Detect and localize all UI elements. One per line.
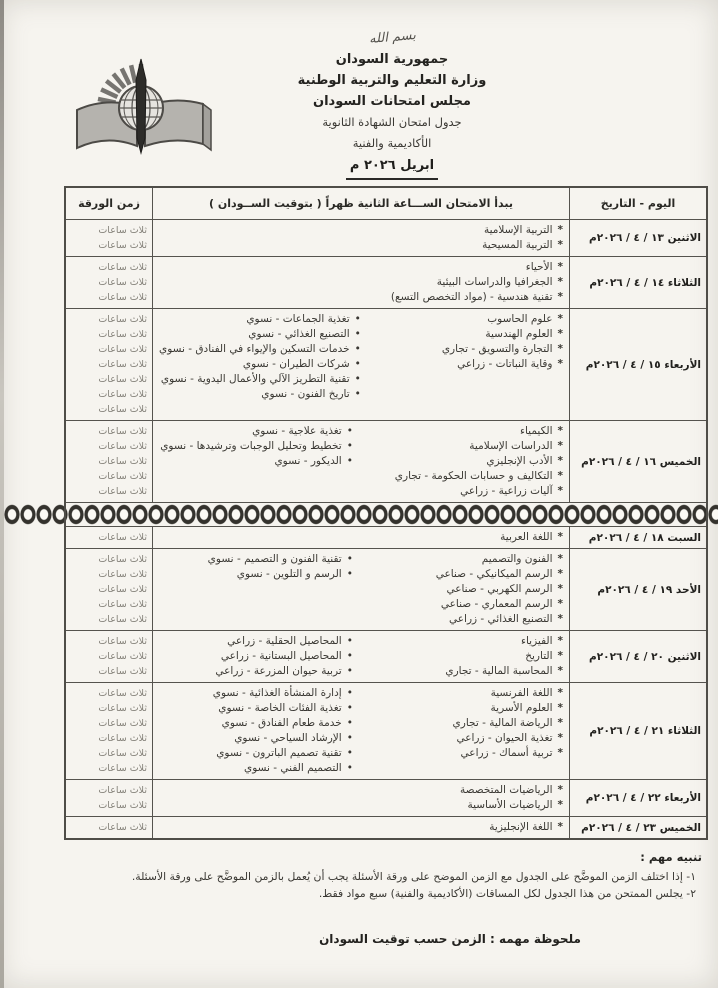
women-subject-item: • المحاصيل الحقلية - زراعي [159, 634, 353, 649]
paper-duration-label: ثلاث ساعات [98, 584, 147, 595]
column-header-exam-start: يبدأ الامتحان الســـاعة الثانية ظهراً ( بتوقيت الســودان ) [153, 187, 570, 220]
women-subject-item: • تقنية التطريز الآلي والأعمال اليدوية - نسوي [159, 372, 361, 387]
paper-duration-label: ثلاث ساعات [98, 599, 147, 610]
paper-duration-label: ثلاث ساعات [98, 344, 147, 355]
women-subject-item: • إدارة المنشأة الغذائية - نسوي [159, 686, 353, 701]
subject-item: * التربية المسيحية [159, 238, 563, 253]
subject-item: * الرسم الميكانيكي - صناعي [353, 567, 563, 582]
paper-duration-label: ثلاث ساعات [98, 441, 147, 452]
time-note: ملحوظة مهمه : الزمن حسب توقيت السودان [319, 932, 581, 946]
subject-item: * اللغة العربية [159, 530, 563, 545]
paper-duration-label: ثلاث ساعات [98, 800, 147, 811]
women-subject-item: • المحاصيل البستانية - زراعي [159, 649, 353, 664]
subjects-cell [153, 220, 570, 257]
day-date-cell [570, 683, 708, 780]
duration-cell [65, 780, 153, 817]
paper-duration-label: ثلاث ساعات [98, 748, 147, 759]
column-header-duration: زمن الورقة [65, 187, 153, 220]
duration-cell [65, 549, 153, 631]
paper-duration-label: ثلاث ساعات [98, 569, 147, 580]
paper-duration-label: ثلاث ساعات [98, 703, 147, 714]
subject-item: * الكيمياء [353, 424, 563, 439]
day-date-label: السبت ١٨ / ٤ / ٢٠٢٦م [588, 531, 701, 544]
paper-duration-label: ثلاث ساعات [98, 763, 147, 774]
schedule-row [65, 683, 707, 780]
main-subject-list [159, 223, 563, 253]
subject-item: * التاريخ [353, 649, 563, 664]
women-subject-item: • تخطيط وتحليل الوجبات وترشيدها - نسوي [159, 439, 353, 454]
column-header-day-date: اليوم - التاريخ [570, 187, 708, 220]
day-date-cell [570, 527, 708, 549]
paper-duration-label: ثلاث ساعات [98, 240, 147, 251]
women-subject-item: • التصميم الفني - نسوي [159, 761, 353, 776]
subject-item: * وقاية النباتات - زراعي [361, 357, 563, 372]
notice-item-1: ١- إذا اختلف الزمن الموضَّح على الجدول مع الزمن الموضح على ورقة الأسئلة يجب أن يُعمل بالزمن الموضَّح على ورقة الأسئلة. [131, 870, 696, 883]
subject-item: * الفنون والتصميم [353, 552, 563, 567]
paper-duration-label: ثلاث ساعات [98, 292, 147, 303]
day-date-cell [570, 220, 708, 257]
paper-duration-label: ثلاث ساعات [98, 262, 147, 273]
binding-circles-icon [4, 503, 718, 526]
paper-duration-label: ثلاث ساعات [98, 277, 147, 288]
paper-duration-label: ثلاث ساعات [98, 426, 147, 437]
header-country: جمهورية السودان [335, 52, 449, 67]
women-subject-item: • الإرشاد السياحي - نسوي [159, 731, 353, 746]
subject-item: * التجارة والتسويق - تجاري [361, 342, 563, 357]
day-date-label: الاثنين ١٣ / ٤ / ٢٠٢٦م [589, 232, 701, 244]
subject-item: * علوم الحاسوب [361, 312, 563, 327]
subject-item: * اللغة الإنجليزية [159, 820, 563, 835]
duration-cell [65, 527, 153, 549]
subject-item: * التكاليف و حسابات الحكومة - تجاري [353, 469, 563, 484]
subject-item: * تغذية الحيوان - زراعي [353, 731, 563, 746]
subject-item: * الرياضيات المتخصصة [159, 783, 563, 798]
subject-item: * الجغرافيا والدراسات البيئية [159, 275, 563, 290]
paper-duration-label: ثلاث ساعات [98, 225, 147, 236]
subject-item: * آليات زراعية - زراعي [353, 484, 563, 499]
day-date-label: الأربعاء ٢٢ / ٤ / ٢٠٢٦م [585, 792, 701, 804]
duration-cell [65, 631, 153, 683]
subject-item: * الرياضيات الأساسية [159, 798, 563, 813]
women-subject-item: • تغذية الفئات الخاصة - نسوي [159, 701, 353, 716]
day-date-cell [570, 631, 708, 683]
paper-duration-label: ثلاث ساعات [98, 688, 147, 699]
subject-item: * الرسم المعماري - صناعي [353, 597, 563, 612]
subjects-cell [153, 780, 570, 817]
day-date-label: الثلاثاء ١٤ / ٤ / ٢٠٢٦م [589, 276, 701, 289]
main-subject-list [361, 312, 563, 402]
women-subject-item: • تغذية علاجية - نسوي [159, 424, 353, 439]
paper-duration-label: ثلاث ساعات [98, 532, 147, 543]
paper-duration-label: ثلاث ساعات [98, 404, 147, 415]
main-subject-list [159, 820, 563, 835]
header-month: ابريل ٢٠٢٦ م [346, 155, 438, 180]
schedule-row [65, 309, 707, 421]
subject-item: * اللغة الفرنسية [353, 686, 563, 701]
duration-cell [65, 817, 153, 840]
duration-cell [65, 421, 153, 503]
schedule-row [65, 220, 707, 257]
subject-item: * العلوم الهندسية [361, 327, 563, 342]
paper-duration-label: ثلاث ساعات [98, 651, 147, 662]
day-date-cell [570, 309, 708, 421]
table-header-row [65, 187, 707, 220]
subject-item: * الدراسات الإسلامية [353, 439, 563, 454]
women-subject-item: • الديكور - نسوي [159, 454, 353, 469]
women-subject-item: • تاريخ الفنون - نسوي [159, 387, 361, 402]
subject-item: * الرياضة المالية - تجاري [353, 716, 563, 731]
council-logo [63, 54, 215, 164]
main-subject-list [159, 783, 563, 813]
logo-pen [136, 59, 146, 153]
day-date-cell [570, 421, 708, 503]
subject-item: * الرسم الكهربي - صناعي [353, 582, 563, 597]
day-date-label: الأحد ١٩ / ٤ / ٢٠٢٦م [597, 583, 701, 596]
paper-duration-label: ثلاث ساعات [98, 733, 147, 744]
duration-cell [65, 683, 153, 780]
subjects-cell [153, 257, 570, 309]
subject-item: * التربية الإسلامية [159, 223, 563, 238]
women-subject-item: • تغذية الجماعات - نسوي [159, 312, 361, 327]
subject-item: * الفيزياء [353, 634, 563, 649]
duration-cell [65, 309, 153, 421]
header-schedule-title: جدول امتحان الشهادة الثانوية [322, 115, 462, 129]
duration-cell [65, 220, 153, 257]
paper-duration-label: ثلاث ساعات [98, 389, 147, 400]
subjects-cell [153, 309, 570, 421]
day-date-cell [570, 817, 708, 840]
women-subject-list [159, 424, 353, 499]
paper-duration-label: ثلاث ساعات [98, 554, 147, 565]
main-subject-list [353, 634, 563, 679]
paper-duration-label: ثلاث ساعات [98, 718, 147, 729]
schedule-row [65, 549, 707, 631]
main-subject-list [159, 530, 563, 545]
subject-item: * تربية أسماك - زراعي [353, 746, 563, 761]
day-date-label: الاثنين ٢٠ / ٤ / ٢٠٢٦م [589, 650, 701, 663]
subjects-cell [153, 421, 570, 503]
subjects-cell [153, 817, 570, 840]
document-header [0, 0, 718, 180]
subject-item: * العلوم الأسرية [353, 701, 563, 716]
women-subject-list [159, 312, 361, 402]
subject-item: * تقنية هندسية - (مواد التخصص التسع) [159, 290, 563, 305]
women-subject-item: • التصنيع الغذائي - نسوي [159, 327, 361, 342]
women-subject-item: • تقنية الفنون و التصميم - نسوي [159, 552, 353, 567]
paper-duration-label: ثلاث ساعات [98, 456, 147, 467]
subjects-cell [153, 683, 570, 780]
women-subject-item: • شركات الطيران - نسوي [159, 357, 361, 372]
subject-item: * المحاسبة المالية - تجاري [353, 664, 563, 679]
subject-item: * الأحياء [159, 260, 563, 275]
women-subject-item: • تقنية تصميم الباترون - نسوي [159, 746, 353, 761]
subject-item: * التصنيع الغذائي - زراعي [353, 612, 563, 627]
subjects-cell [153, 549, 570, 631]
day-date-cell [570, 780, 708, 817]
schedule-row [65, 631, 707, 683]
main-subject-list [159, 260, 563, 305]
day-date-label: الأربعاء ١٥ / ٤ / ٢٠٢٦م [585, 358, 701, 371]
women-subject-item: • خدمة طعام الفنادق - نسوي [159, 716, 353, 731]
schedule-row [65, 780, 707, 817]
schedule-row [65, 421, 707, 503]
subject-item: * الأدب الإنجليزي [353, 454, 563, 469]
day-date-cell [570, 549, 708, 631]
subjects-cell [153, 527, 570, 549]
duration-cell [65, 257, 153, 309]
bismillah-calligraphy: بسم الله [367, 27, 416, 48]
notice-item-2: ٢- يجلس الممتحن من هذا الجدول لكل المساقات (الأكاديمية والفنية) سبع مواد فقط. [318, 887, 696, 900]
paper-duration-label: ثلاث ساعات [98, 785, 147, 796]
binding-separator-row [65, 503, 707, 527]
schedule-row [65, 257, 707, 309]
header-schedule-subtitle: الأكاديمية والفنية [352, 136, 432, 150]
women-subject-list [159, 686, 353, 776]
main-subject-list [353, 424, 563, 499]
women-subject-item: • الرسم و التلوين - نسوي [159, 567, 353, 582]
schedule-row [65, 817, 707, 840]
exam-schedule-table [64, 186, 708, 840]
document-footer [0, 840, 718, 946]
paper-duration-label: ثلاث ساعات [98, 636, 147, 647]
schedule-row [65, 527, 707, 549]
day-date-label: الثلاثاء ٢١ / ٤ / ٢٠٢٦م [589, 725, 701, 737]
women-subject-item: • تربية حيوان المزرعة - زراعي [159, 664, 353, 679]
day-date-cell [570, 257, 708, 309]
main-subject-list [353, 686, 563, 776]
paper-duration-label: ثلاث ساعات [98, 374, 147, 385]
paper-duration-label: ثلاث ساعات [98, 329, 147, 340]
paper-duration-label: ثلاث ساعات [98, 314, 147, 325]
women-subject-list [159, 634, 353, 679]
paper-duration-label: ثلاث ساعات [98, 471, 147, 482]
paper-duration-label: ثلاث ساعات [98, 486, 147, 497]
main-subject-list [353, 552, 563, 627]
women-subject-item: • خدمات التسكين والإيواء في الفنادق - نسوي [159, 342, 361, 357]
header-council: مجلس امتحانات السودان [313, 94, 471, 109]
header-ministry: وزارة التعليم والتربية الوطنية [297, 73, 487, 88]
day-date-label: الخميس ١٦ / ٤ / ٢٠٢٦م [581, 455, 701, 468]
paper-duration-label: ثلاث ساعات [98, 666, 147, 677]
paper-duration-label: ثلاث ساعات [98, 359, 147, 370]
paper-duration-label: ثلاث ساعات [98, 822, 147, 833]
notice-title: تنبيه مهم : [640, 850, 702, 864]
subjects-cell [153, 631, 570, 683]
day-date-label: الخميس ٢٣ / ٤ / ٢٠٢٦م [581, 821, 701, 834]
paper-duration-label: ثلاث ساعات [98, 614, 147, 625]
women-subject-list [159, 552, 353, 627]
